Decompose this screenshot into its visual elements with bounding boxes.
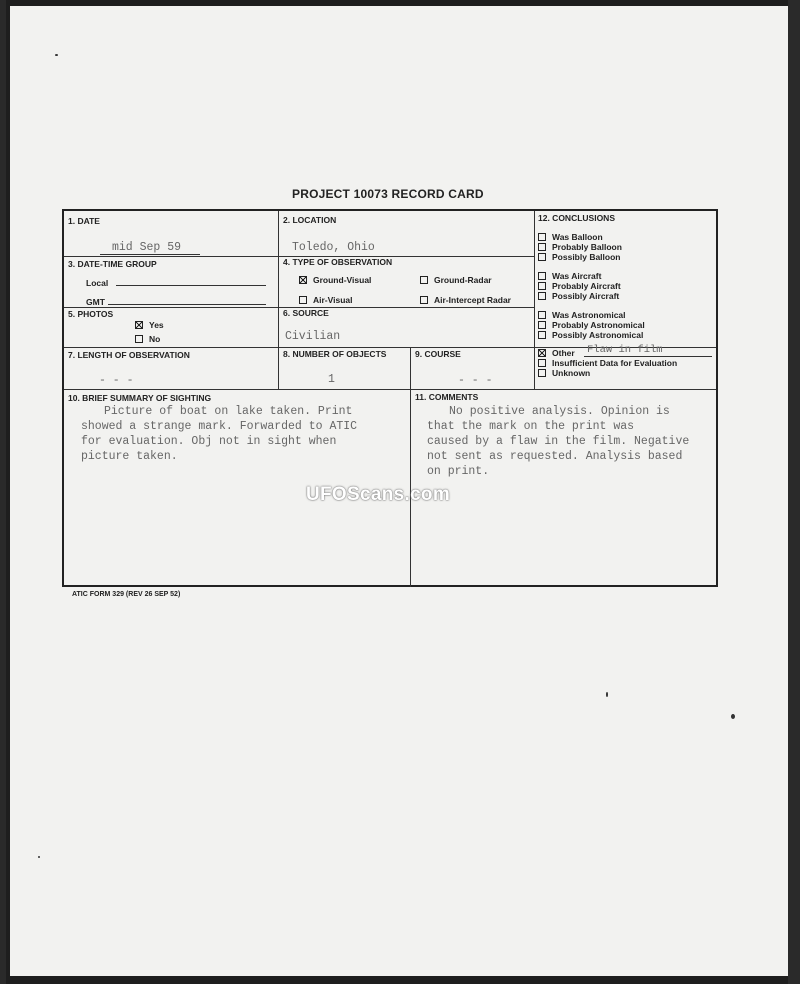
photos-no-option: No [135,334,160,344]
conclusion-insufficient-data: Insufficient Data for Evaluation [538,358,677,368]
date-label: 1. DATE [68,216,100,226]
course-label: 9. COURSE [415,349,461,359]
dtg-label: 3. DATE-TIME GROUP [68,259,157,269]
checkbox-icon [538,359,546,367]
scan-border-left [0,0,6,984]
air-intercept-radar-option: Air-Intercept Radar [420,295,511,305]
scan-border-right [788,0,800,984]
comments-label: 11. COMMENTS [415,392,479,402]
dtg-gmt-label: GMT [86,297,105,307]
checkbox-icon [538,331,546,339]
conclusion-other-value: Flaw in film [587,344,663,356]
checkbox-checked-icon [538,349,546,357]
length-value: - - - [99,374,134,387]
conclusion-other: Other [538,348,575,358]
conclusion-was-aircraft: Was Aircraft [538,271,601,281]
checkbox-icon [538,282,546,290]
ground-radar-option: Ground-Radar [420,275,492,285]
type-obs-label: 4. TYPE OF OBSERVATION [283,257,393,267]
comments-line: on print. [427,465,490,478]
air-visual-option: Air-Visual [299,295,353,305]
checkbox-icon [538,321,546,329]
num-objects-label: 8. NUMBER OF OBJECTS [283,349,387,359]
checkbox-icon [538,311,546,319]
conclusion-unknown: Unknown [538,368,590,378]
comments-line: No positive analysis. Opinion is [449,405,670,418]
date-value: mid Sep 59 [112,241,182,254]
comments-line: that the mark on the print was [427,420,635,433]
conclusions-label: 12. CONCLUSIONS [538,213,615,223]
location-label: 2. LOCATION [283,215,337,225]
checkbox-icon [420,276,428,284]
checkbox-icon [538,369,546,377]
ground-visual-option: Ground-Visual [299,275,371,285]
scan-speck [55,54,58,56]
summary-label: 10. BRIEF SUMMARY OF SIGHTING [68,393,212,403]
form-identifier: ATIC FORM 329 (REV 26 SEP 52) [72,591,181,598]
dtg-local-line [116,285,266,286]
watermark: UFOScans.com [306,484,451,505]
conclusion-was-astronomical: Was Astronomical [538,310,626,320]
dtg-local-label: Local [86,278,109,288]
scan-speck [38,856,40,858]
dtg-gmt-line [108,304,266,305]
source-label: 6. SOURCE [283,308,329,318]
conclusion-possibly-balloon: Possibly Balloon [538,252,621,262]
photos-yes-option: Yes [135,320,164,330]
conclusion-other-line [584,356,712,357]
summary-line: picture taken. [81,450,178,463]
photos-label: 5. PHOTOS [68,309,114,319]
course-value: - - - [458,374,493,387]
source-value: Civilian [285,330,341,343]
summary-line: for evaluation. Obj not in sight when [81,435,337,448]
checkbox-icon [299,276,307,284]
comments-line: not sent as requested. Analysis based [427,450,683,463]
conclusion-possibly-aircraft: Possibly Aircraft [538,291,619,301]
checkbox-icon [135,335,143,343]
num-objects-value: 1 [328,373,335,386]
checkbox-icon [135,321,143,329]
summary-line: showed a strange mark. Forwarded to ATIC [81,420,358,433]
checkbox-icon [299,296,307,304]
conclusion-probably-astronomical: Probably Astronomical [538,320,645,330]
conclusion-probably-aircraft: Probably Aircraft [538,281,621,291]
location-value: Toledo, Ohio [292,241,375,254]
date-underline [100,254,200,255]
scan-speck [731,714,735,719]
scan-speck [606,692,608,697]
conclusion-possibly-astronomical: Possibly Astronomical [538,330,643,340]
summary-line: Picture of boat on lake taken. Print [104,405,353,418]
checkbox-icon [538,253,546,261]
length-label: 7. LENGTH OF OBSERVATION [68,350,190,360]
card-title: PROJECT 10073 RECORD CARD [292,187,484,201]
conclusion-was-balloon: Was Balloon [538,232,603,242]
conclusion-probably-balloon: Probably Balloon [538,242,622,252]
checkbox-icon [420,296,428,304]
checkbox-icon [538,243,546,251]
checkbox-icon [538,233,546,241]
comments-line: caused by a flaw in the film. Negative [427,435,690,448]
checkbox-icon [538,272,546,280]
checkbox-icon [538,292,546,300]
